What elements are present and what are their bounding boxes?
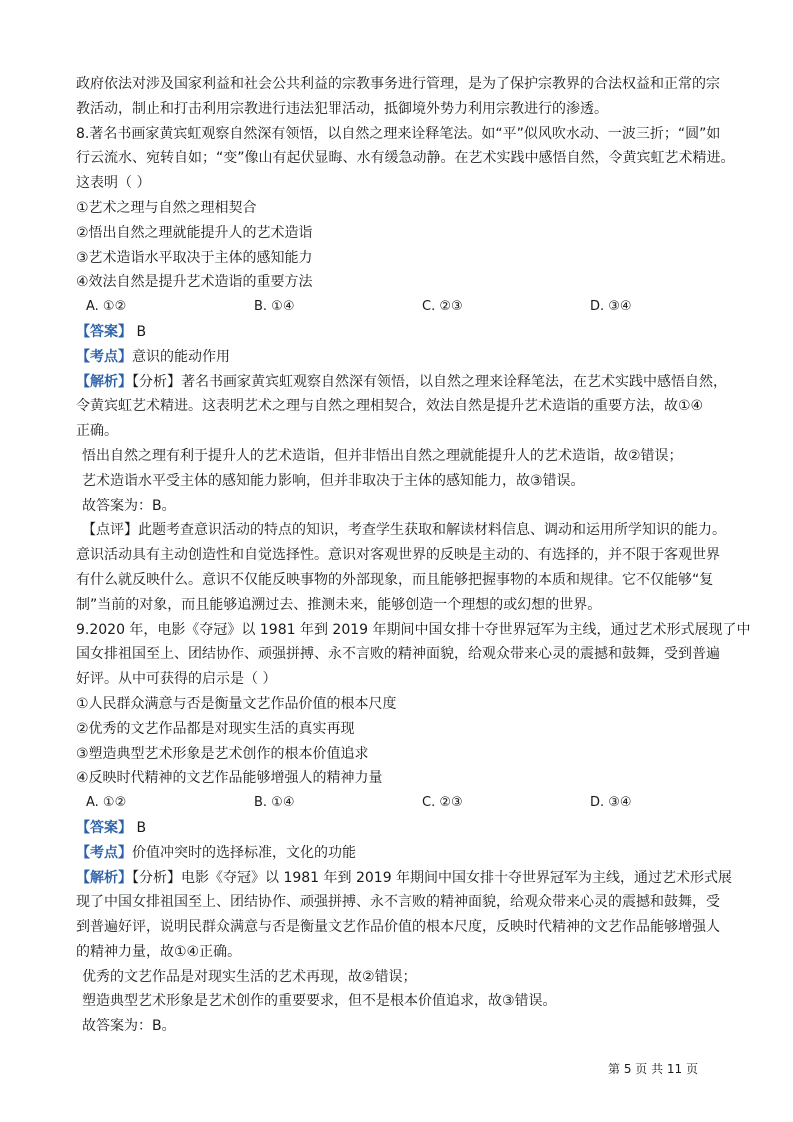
q8-stem-line: 8.著名书画家黄宾虹观察自然深有领悟，以自然之理来诠释笔法。如“平”似风吹水动、一波三折；“圆”如 bbox=[76, 125, 721, 142]
analysis-tag: 【解析】 bbox=[76, 373, 132, 390]
answer-tag: 【答案】 bbox=[76, 819, 132, 836]
q9-statement: ④反映时代精神的文艺作品能够增强人的精神力量 bbox=[76, 770, 383, 787]
intro-line: 教活动，制止和打击利用宗教进行违法犯罪活动，抵御境外势力利用宗教进行的渗透。 bbox=[76, 100, 608, 117]
point-value: 价值冲突时的选择标准，文化的功能 bbox=[132, 844, 356, 861]
q9-analysis-line: 的精神力量，故①④正确。 bbox=[76, 943, 242, 960]
intro-line: 政府依法对涉及国家利益和社会公共利益的宗教事务进行管理，是为了保护宗教界的合法权益和正常的宗 bbox=[76, 76, 720, 92]
q8-options bbox=[76, 295, 726, 320]
q9-analysis-line: 到普遍好评，说明民群众满意与否是衡量文艺作品价值的根本尺度，反映时代精神的文艺作品能够增强人 bbox=[76, 919, 720, 936]
q8-point bbox=[76, 345, 726, 370]
q8-statement: ①艺术之理与自然之理相契合 bbox=[76, 199, 257, 216]
q9-analysis-line: 故答案为：B。 bbox=[82, 1018, 176, 1035]
q9-analysis-line: 现了中国女排祖国至上、团结协作、顽强拼搏、永不言败的精神面貌，给观众带来心灵的震撼和鼓舞，受 bbox=[76, 894, 720, 911]
point-value: 意识的能动作用 bbox=[132, 348, 230, 365]
q8-option-c: C. ②③ bbox=[422, 299, 463, 315]
q9-options bbox=[76, 791, 726, 816]
q9-option-d: D. ③④ bbox=[590, 795, 632, 811]
q8-analysis-line: 令黄宾虹艺术精进。这表明艺术之理与自然之理相契合，效法自然是提升艺术造诣的重要方法，故①④ bbox=[76, 398, 704, 415]
q8-option-b: B. ①④ bbox=[254, 299, 295, 315]
q9-statement: ①人民群众满意与否是衡量文艺作品价值的根本尺度 bbox=[76, 695, 397, 712]
q8-statement: ④效法自然是提升艺术造诣的重要方法 bbox=[76, 274, 313, 291]
q9-statement: ②优秀的文艺作品都是对现实生活的真实再现 bbox=[76, 720, 355, 737]
q9-point bbox=[76, 841, 726, 866]
q8-analysis-line: 悟出自然之理有利于提升人的艺术造诣，但并非悟出自然之理就能提升人的艺术造诣，故②错误； bbox=[82, 447, 683, 464]
q9-option-b: B. ①④ bbox=[254, 795, 295, 811]
q9-analysis-line: 优秀的文艺作品是对现实生活的艺术再现，故②错误； bbox=[82, 968, 417, 985]
q9-stem-line: 9.2020 年，电影《夺冠》以 1981 年到 2019 年期间中国女排十夺世界冠军为主线，通过艺术形式展现了中 bbox=[76, 621, 751, 638]
q8-analysis-line: 【解析】【分析】著名书画家黄宾虹观察自然深有领悟，以自然之理来诠释笔法，在艺术实践中感悟自然， bbox=[76, 373, 727, 390]
q9-stem-line: 好评。从中可获得的启示是（ ） bbox=[76, 671, 277, 688]
q9-option-a: A. ①② bbox=[86, 795, 127, 811]
page-number: 第 5 页 共 11 页 bbox=[608, 1062, 698, 1076]
q8-comment-line: 制”当前的对象，而且能够追溯过去、推测未来，能够创造一个理想的或幻想的世界。 bbox=[76, 596, 602, 613]
point-tag: 【考点】 bbox=[76, 348, 132, 365]
q8-statement: ③艺术造诣水平取决于主体的感知能力 bbox=[76, 249, 313, 266]
point-tag: 【考点】 bbox=[76, 844, 132, 861]
q9-analysis-line: 塑造典型艺术形象是艺术创作的重要要求，但不是根本价值追求，故③错误。 bbox=[82, 993, 557, 1010]
q9-answer bbox=[76, 816, 726, 841]
q8-stem-line: 行云流水、宛转自如；“变”像山有起伏显晦、水有缓急动静。在艺术实践中感悟自然，令黄宾虹艺术精进。 bbox=[76, 150, 735, 167]
q8-comment-line: 有什么就反映什么。意识不仅能反映事物的外部现象，而且能够把握事物的本质和规律。它不仅能够“复 bbox=[76, 571, 714, 588]
document-page bbox=[76, 72, 751, 1039]
q8-analysis-line: 故答案为：B。 bbox=[82, 497, 176, 514]
analysis-tag: 【解析】 bbox=[76, 869, 132, 886]
q8-statement: ②悟出自然之理就能提升人的艺术造诣 bbox=[76, 224, 313, 241]
answer-value: B bbox=[136, 819, 147, 836]
q9-stem-line: 国女排祖国至上、团结协作、顽强拼搏、永不言败的精神面貌，给观众带来心灵的震撼和鼓舞，受到普遍 bbox=[76, 646, 720, 663]
q8-analysis-line: 艺术造诣水平受主体的感知能力影响，但并非取决于主体的感知能力，故③错误。 bbox=[82, 472, 585, 489]
q9-statement: ③塑造典型艺术形象是艺术创作的根本价值追求 bbox=[76, 745, 369, 762]
q8-comment-line: 【点评】此题考查意识活动的特点的知识，考查学生获取和解读材料信息、调动和运用所学知识的能力。 bbox=[82, 522, 726, 539]
q8-answer bbox=[76, 320, 726, 345]
answer-tag: 【答案】 bbox=[76, 323, 132, 340]
q8-comment-line: 意识活动具有主动创造性和自觉选择性。意识对客观世界的反映是主动的、有选择的，并不限于客观世界 bbox=[76, 547, 720, 564]
q8-stem-line: 这表明（ ） bbox=[76, 175, 151, 192]
q8-option-d: D. ③④ bbox=[590, 299, 632, 315]
q8-analysis-line: 正确。 bbox=[76, 423, 118, 440]
answer-value: B bbox=[136, 323, 147, 340]
q9-option-c: C. ②③ bbox=[422, 795, 463, 811]
q8-option-a: A. ①② bbox=[86, 299, 127, 315]
q9-analysis-line: 【解析】【分析】电影《夺冠》以 1981 年到 2019 年期间中国女排十夺世界冠军为主线，通过艺术形式展 bbox=[76, 869, 733, 886]
